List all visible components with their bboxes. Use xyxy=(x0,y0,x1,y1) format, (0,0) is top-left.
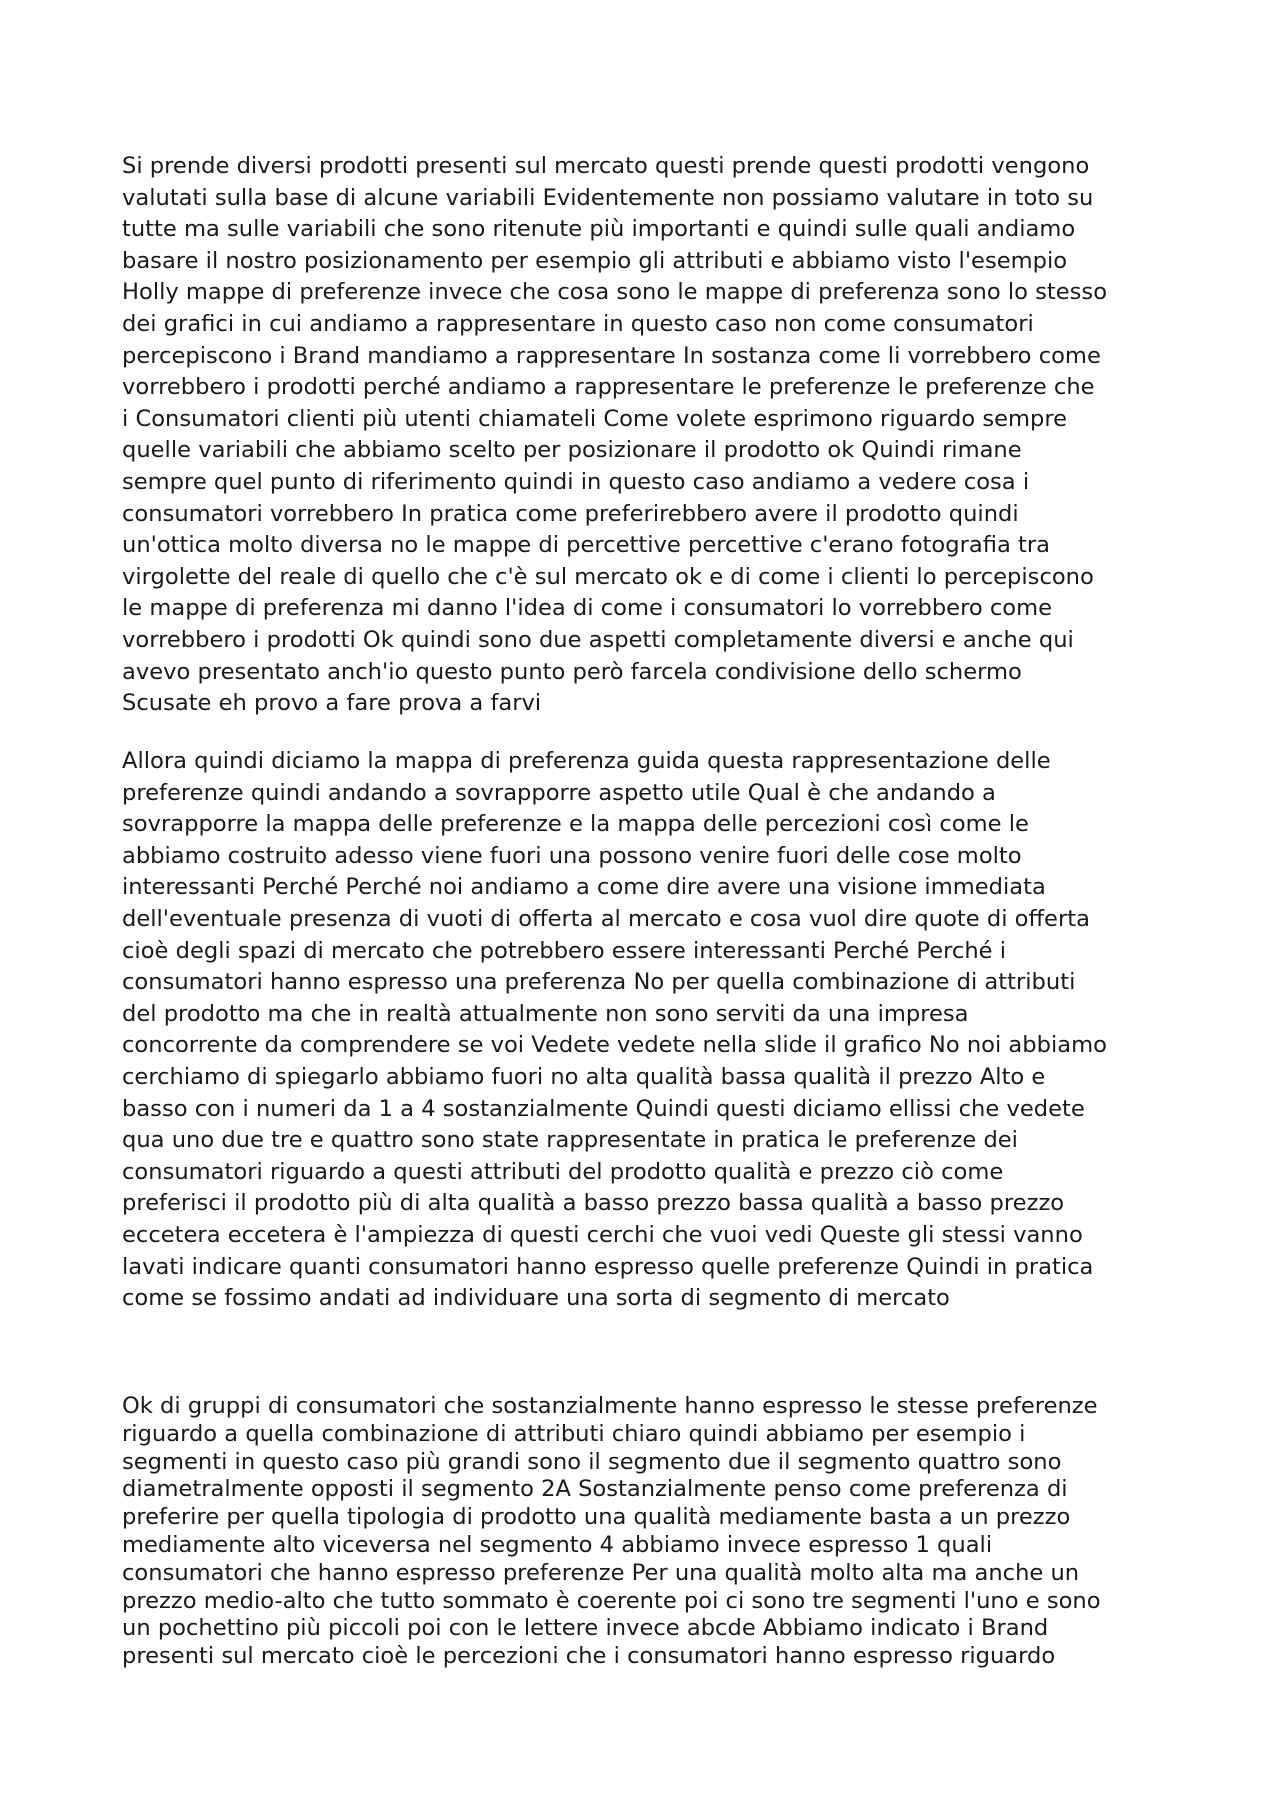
paragraph-preference-maps-intro: Si prende diversi prodotti presenti sul mercato questi prende questi prodotti vengono valutati sulla base di alcune variabili Evidentemente non possiamo valutare in toto su tutte ma sulle variabili che sono ritenute più importanti e quindi sulle quali andiamo basare il nostro posizionamento per esempio gli attributi e abbiamo visto l'esempio Holly mappe di preferenze invece che cosa sono le mappe di preferenza sono lo stesso dei grafici in cui andiamo a rappresentare in questo caso non come consumatori percepiscono i Brand mandiamo a rappresentare In sostanza come li vorrebbero come vorrebbero i prodotti perché andiamo a rappresentare le preferenze le preferenze che i Consumatori clienti più utenti chiamateli Come volete esprimono riguardo sempre quelle variabili che abbiamo scelto per posizionare il prodotto ok Quindi rimane sempre quel punto di riferimento quindi in questo caso andiamo a vedere cosa i consumatori vorrebbero In pratica come preferirebbero avere il prodotto quindi un'ottica molto diversa no le mappe di percettive percettive c'erano fotografia tra virgolette del reale di quello che c'è sul mercato ok e di come i clienti lo percepiscono le mappe di preferenza mi danno l'idea di come i consumatori lo vorrebbero come vorrebbero i prodotti Ok quindi sono due aspetti completamente diversi e anche qui avevo presentato anch'io questo punto però farcela condivisione dello schermo Scusate eh provo a fare prova a farvi xyxy=(122,153,1108,717)
paragraph-consumer-segments: Ok di gruppi di consumatori che sostanzialmente hanno espresso le stesse preferenze riguardo a quella combinazione di attributi chiaro quindi abbiamo per esempio i segmenti in questo caso più grandi sono il segmento due il segmento quattro sono diametralmente opposti il segmento 2A Sostanzialmente penso come preferenza di preferire per quella tipologia di prodotto una qualità mediamente basta a un prezzo mediamente alto viceversa nel segmento 4 abbiamo invece espresso 1 quali consumatori che hanno espresso preferenze Per una qualità molto alta ma anche un prezzo medio-alto che tutto sommato è coerente poi ci sono tre segmenti l'uno e sono un pochettino più piccoli poi con le lettere invece abcde Abbiamo indicato i Brand presenti sul mercato cioè le percezioni che i consumatori hanno espresso riguardo xyxy=(122,1393,1101,1670)
paragraph-overlaying-maps: Allora quindi diciamo la mappa di preferenza guida questa rappresentazione delle preferenze quindi andando a sovrapporre aspetto utile Qual è che andando a sovrapporre la mappa delle preferenze e la mappa delle percezioni così come le abbiamo costruito adesso viene fuori una possono venire fuori delle cose molto interessanti Perché Perché noi andiamo a come dire avere una visione immediata dell'eventuale presenza di vuoti di offerta al mercato e cosa vuol dire quote di offerta cioè degli spazi di mercato che potrebbero essere interessanti Perché Perché i consumatori hanno espresso una preferenza No per quella combinazione di attributi del prodotto ma che in realtà attualmente non sono serviti da una impresa concorrente da comprendere se voi Vedete vedete nella slide il grafico No noi abbiamo cerchiamo di spiegarlo abbiamo fuori no alta qualità bassa qualità il prezzo Alto e basso con i numeri da 1 a 4 sostanzialmente Quindi questi diciamo ellissi che vedete qua uno due tre e quattro sono state rappresentate in pratica le preferenze dei consumatori riguardo a questi attributi del prodotto qualità e prezzo ciò come preferisci il prodotto più di alta qualità a basso prezzo bassa qualità a basso prezzo eccetera eccetera è l'ampiezza di questi cerchi che vuoi vedi Queste gli stessi vanno lavati indicare quanti consumatori hanno espresso quelle preferenze Quindi in pratica come se fossimo andati ad individuare una sorta di segmento di mercato xyxy=(122,748,1107,1312)
